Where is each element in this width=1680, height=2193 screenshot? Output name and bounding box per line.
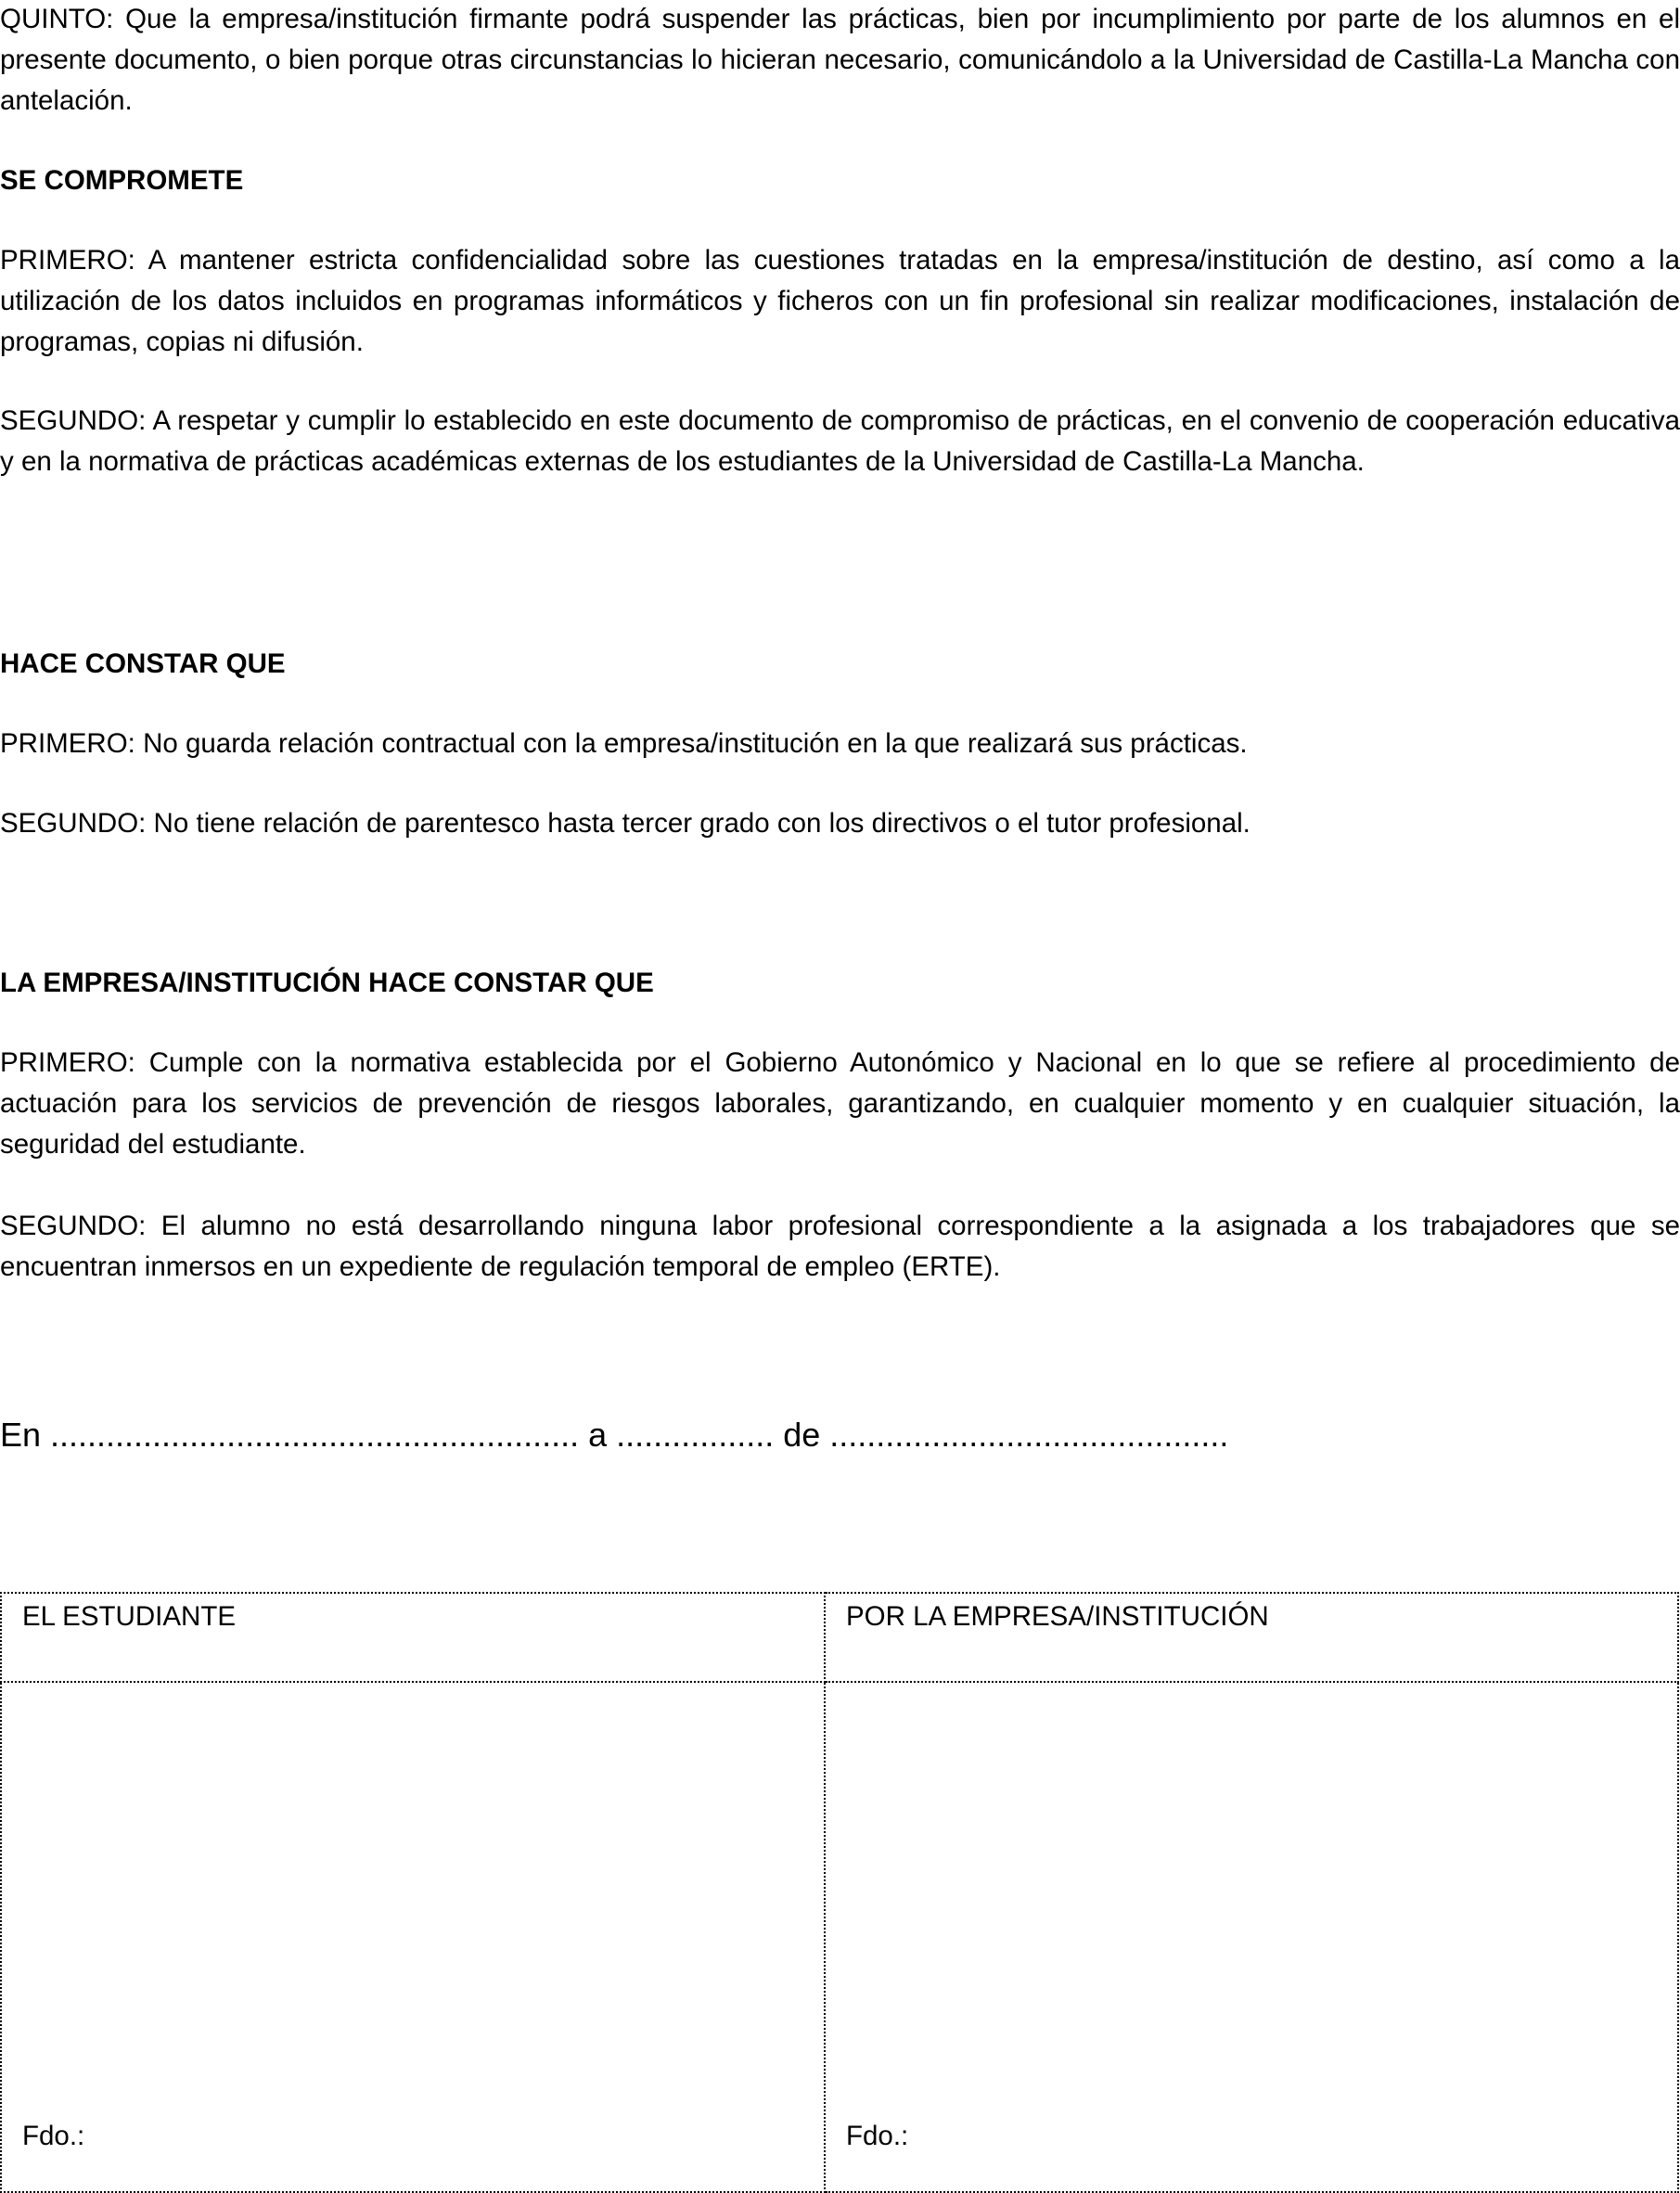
constar-primero: PRIMERO: No guarda relación contractual con la empresa/institución en la que realizará sus prácticas. (0, 728, 1248, 759)
company-signature-field: Fdo.: (825, 1682, 1678, 2192)
constar-segundo: SEGUNDO: No tiene relación de parentesco hasta tercer grado con los directivos o el tutor profesional. (0, 808, 1250, 839)
empresa-segundo: SEGUNDO: El alumno no está desarrollando ninguna labor profesional correspondiente a la asignada a los trabajadores que se encuentran inmersos en un expediente de regulación temporal de empleo (ERTE). (0, 1211, 1680, 1282)
compromete-segundo: SEGUNDO: A respetar y cumplir lo establecido en este documento de compromiso de prácticas, en el convenio de cooperación educativa y en la normativa de prácticas académicas externas de los estudiantes de la Universidad de Castilla-La Mancha. (0, 405, 1680, 477)
student-signature-field: Fdo.: (1, 1682, 825, 2192)
student-header: EL ESTUDIANTE (1, 1593, 825, 1682)
heading-empresa-hace-constar: LA EMPRESA/INSTITUCIÓN HACE CONSTAR QUE (0, 968, 654, 998)
compromete-primero: PRIMERO: A mantener estricta confidencialidad sobre las cuestiones tratadas en la empresa/institución de destino, así como a la utilización de los datos incluidos en programas informáticos y ficheros con un fin profesional sin realizar modificaciones, instalación de programas, copias ni difusión. (0, 245, 1680, 357)
heading-se-compromete: SE COMPROMETE (0, 165, 244, 196)
place-date-line: En ......................................................... a ................. de ........................................... (0, 1416, 1229, 1454)
company-header: POR LA EMPRESA/INSTITUCIÓN (825, 1593, 1678, 1682)
signature-table (0, 1592, 1679, 2193)
empresa-primero: PRIMERO: Cumple con la normativa establecida por el Gobierno Autonómico y Nacional en lo que se refiere al procedimiento de actuación para los servicios de prevención de riesgos laborales, garantizando, en cualquier momento y en cualquier situación, la seguridad del estudiante. (0, 1047, 1680, 1160)
clause-quinto: QUINTO: Que la empresa/institución firmante podrá suspender las prácticas, bien por incumplimiento por parte de los alumnos en el presente documento, o bien porque otras circunstancias lo hicieran necesario, comunicándolo a la Universidad de Castilla-La Mancha con antelación. (0, 4, 1680, 116)
heading-hace-constar: HACE CONSTAR QUE (0, 648, 286, 679)
